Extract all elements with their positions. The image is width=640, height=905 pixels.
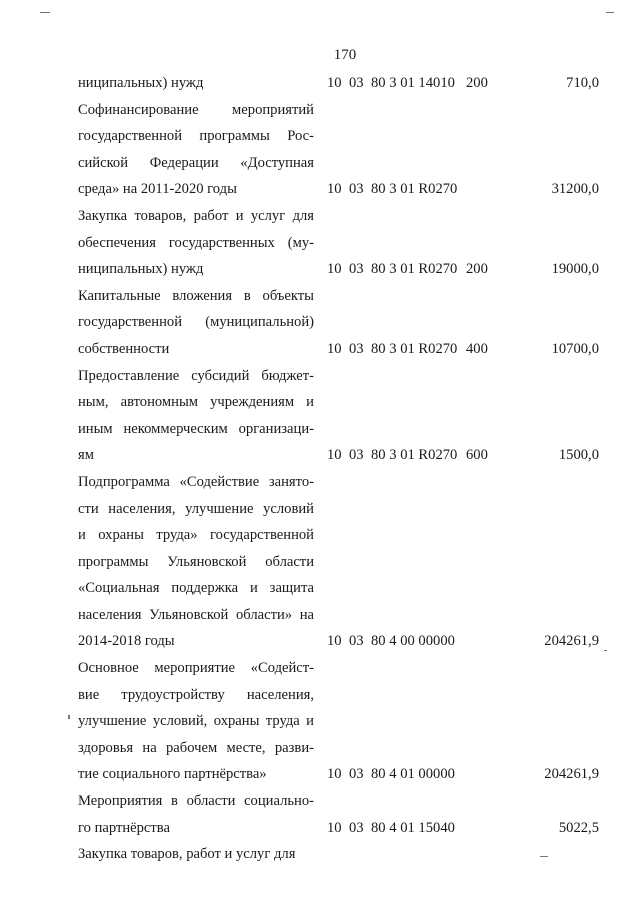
table-row [0, 788, 640, 841]
description-line: вие трудоустройству населения, [78, 686, 314, 703]
description-line: и охраны труда» государственной [78, 527, 314, 544]
target-article-code: 80 4 01 00000 [371, 766, 455, 783]
section-code: 10 [327, 766, 342, 783]
section-code: 10 [327, 340, 342, 357]
description-line: населения Ульяновской области» на [78, 606, 314, 623]
amount: 204261,9 [544, 766, 599, 783]
amount: 19000,0 [551, 261, 599, 278]
subsection-code: 03 [349, 181, 364, 198]
description-line: ям [78, 447, 94, 464]
description-line: сийской Федерации «Доступная [78, 154, 314, 171]
table-row [0, 203, 640, 283]
description-line: Закупка товаров, работ и услуг для [78, 846, 296, 863]
subsection-code: 03 [349, 340, 364, 357]
description-line: Мероприятия в области социально- [78, 793, 314, 810]
description-line: Подпрограмма «Содействие занято- [78, 473, 314, 490]
expense-type-code: 200 [466, 261, 488, 278]
section-code: 10 [327, 75, 342, 91]
description-line: «Социальная поддержка и защита [78, 580, 314, 597]
target-article-code: 80 3 01 R0270 [371, 447, 458, 464]
description-line: Капитальные вложения в объекты [78, 287, 314, 304]
subsection-code: 03 [349, 819, 364, 836]
section-code: 10 [327, 633, 342, 650]
amount: 204261,9 [544, 633, 599, 650]
subsection-code: 03 [349, 261, 364, 278]
subsection-code: 03 [349, 447, 364, 464]
scan-speck [540, 856, 548, 857]
row-description [78, 283, 314, 363]
budget-table [0, 70, 640, 868]
description-line: улучшение условий, охраны труда и [78, 713, 314, 730]
table-row [0, 841, 640, 868]
description-line: 2014-2018 годы [78, 633, 175, 650]
section-code: 10 [327, 447, 342, 464]
amount: 10700,0 [551, 340, 599, 357]
description-line: ным, автономным учреждениям и [78, 394, 314, 411]
table-row [0, 283, 640, 363]
target-article-code: 80 3 01 R0270 [371, 340, 458, 357]
row-description [78, 655, 314, 788]
description-line: Софинансирование мероприятий [78, 101, 314, 118]
row-description [78, 841, 314, 868]
description-line: государственной (муниципальной) [78, 314, 314, 331]
section-code: 10 [327, 261, 342, 278]
amount: 710,0 [566, 75, 599, 91]
amount: 31200,0 [551, 181, 599, 198]
expense-type-code: 200 [466, 75, 488, 91]
description-line: Закупка товаров, работ и услуг для [78, 207, 314, 224]
page-number: 170 [333, 47, 357, 63]
target-article-code: 80 4 00 00000 [371, 633, 455, 650]
subsection-code: 03 [349, 633, 364, 650]
row-description [78, 788, 314, 841]
scan-speck [606, 12, 614, 13]
scan-speck [604, 650, 607, 651]
amount: 5022,5 [558, 819, 599, 836]
description-line: программы Ульяновской области [78, 553, 314, 570]
amount: 1500,0 [558, 447, 599, 464]
subsection-code: 03 [349, 766, 364, 783]
row-description [78, 97, 314, 203]
description-line: сти населения, улучшение условий [78, 500, 314, 517]
scan-speck [40, 12, 50, 13]
target-article-code: 80 3 01 R0270 [371, 181, 458, 198]
description-line: го партнёрства [78, 819, 170, 836]
description-line: здоровья на рабочем месте, разви- [78, 739, 314, 756]
row-description [78, 469, 314, 655]
section-code: 10 [327, 181, 342, 198]
description-line: Предоставление субсидий бюджет- [78, 367, 314, 384]
scan-speck [68, 715, 70, 719]
description-line: иным некоммерческим организаци- [78, 420, 314, 437]
description-line: обеспечения государственных (му- [78, 234, 314, 251]
section-code: 10 [327, 819, 342, 836]
target-article-code: 80 4 01 15040 [371, 819, 455, 836]
row-description [78, 363, 314, 469]
target-article-code: 80 3 01 14010 [371, 75, 455, 91]
row-description [78, 70, 314, 97]
description-line: государственной программы Рос- [78, 128, 314, 145]
description-line: Основное мероприятие «Содейст- [78, 660, 314, 677]
row-description [78, 203, 314, 283]
table-row [0, 655, 640, 788]
description-line: ниципальных) нужд [78, 75, 204, 91]
table-row [0, 70, 640, 97]
table-row [0, 469, 640, 655]
description-line: среда» на 2011-2020 годы [78, 181, 237, 198]
expense-type-code: 400 [466, 340, 488, 357]
description-line: ниципальных) нужд [78, 261, 204, 278]
table-row [0, 97, 640, 203]
table-row [0, 363, 640, 469]
subsection-code: 03 [349, 75, 364, 91]
target-article-code: 80 3 01 R0270 [371, 261, 458, 278]
description-line: собственности [78, 340, 170, 357]
description-line: тие социального партнёрства» [78, 766, 267, 783]
expense-type-code: 600 [466, 447, 488, 464]
